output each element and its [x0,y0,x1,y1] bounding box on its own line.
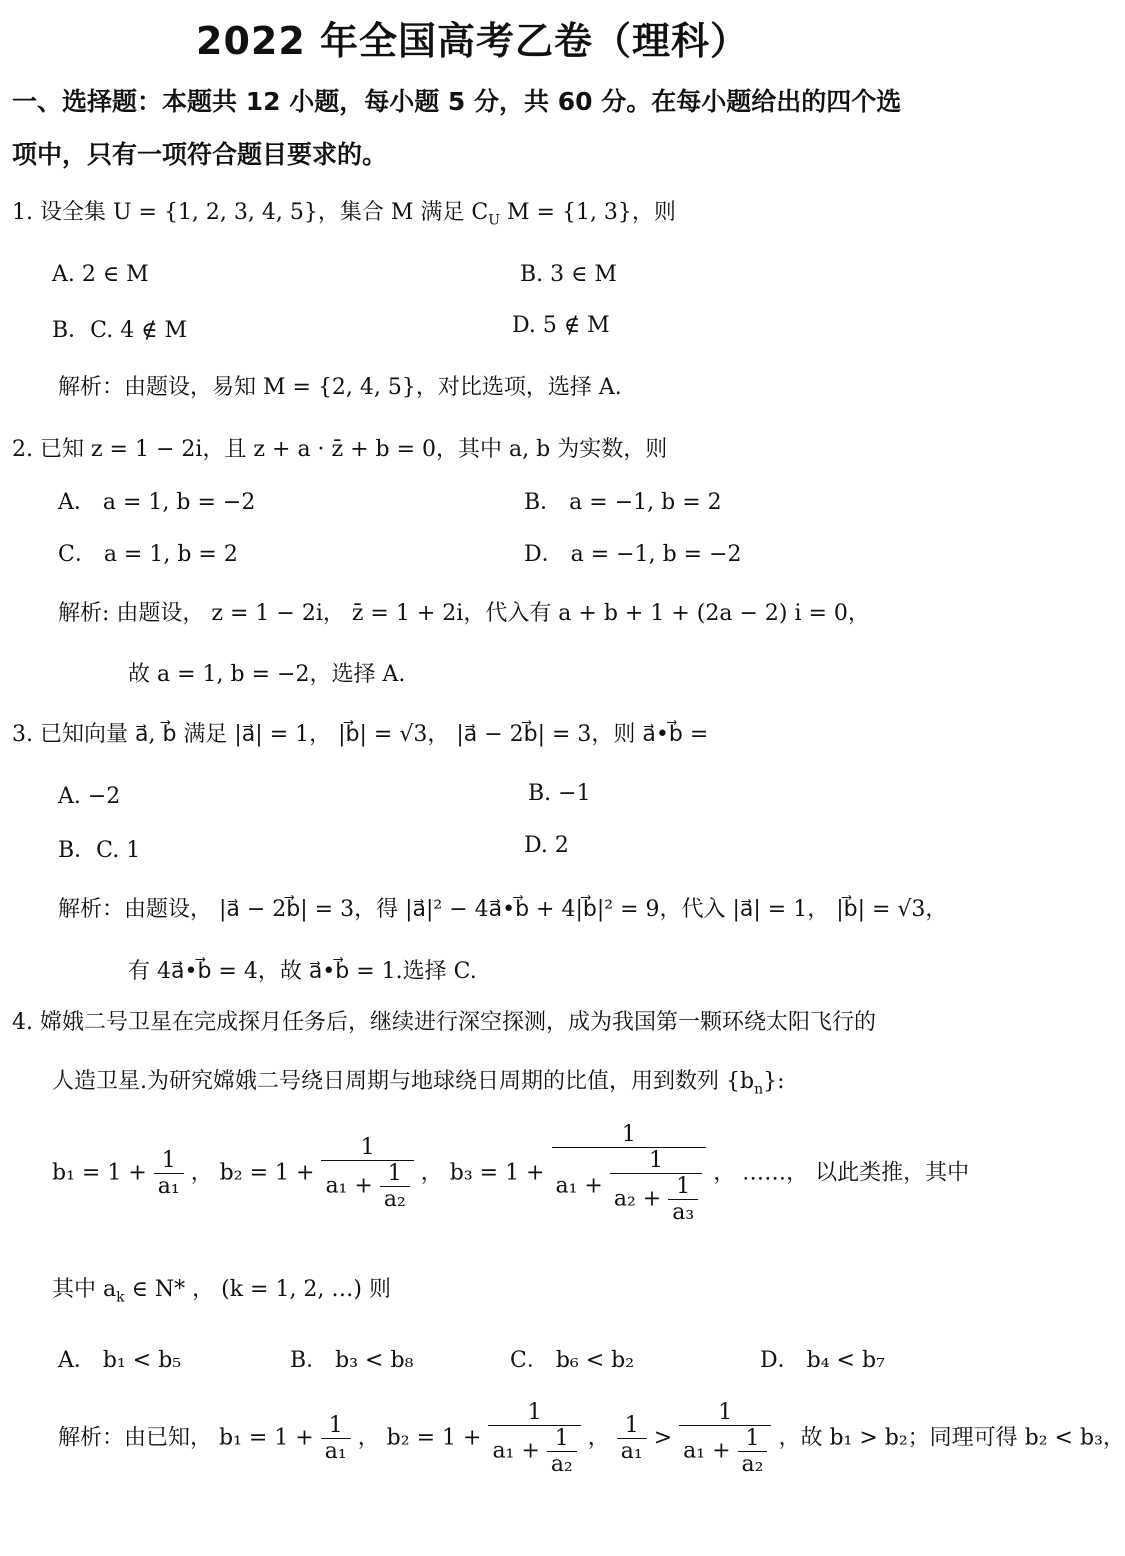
b2-inner-numerator: 1 [380,1161,410,1187]
q3-solution-line1: 解析：由题设， |a⃗ − 2b⃗| = 3，得 |a⃗|² − 4a⃗•b⃗ + 4|b⃗|² = 9，代入 |a⃗| = 1， |b⃗| = √3， [58,897,948,922]
q1-stem-text: 1. 设全集 U = {1, 2, 3, 4, 5}，集合 M 满足 C [12,200,489,225]
b2-fraction [321,1135,413,1212]
b3-inner-numerator: 1 [668,1174,698,1200]
section-heading-line1: 一、选择题：本题共 12 小题，每小题 5 分，共 60 分。在每小题给出的四个选 [12,87,902,116]
sol-cmp-inner-denominator: a₂ [741,1452,764,1477]
q4-sol-comma: ， [587,1425,610,1451]
b3-fraction [552,1122,707,1225]
q2-solution-line1: 解析: 由题设， z = 1 − 2i， z̄ = 1 + 2i，代入有 a + b + 1 + (2a − 2) i = 0， [58,601,870,626]
b2-den-a1: a₁ + [325,1173,373,1199]
sol-cmp-right-numerator: 1 [679,1400,771,1426]
q2-option-a: A． a = 1, b = −2 [58,490,256,515]
sol-b1-denominator: a₁ [324,1439,347,1464]
q2-stem: 2. 已知 z = 1 − 2i，且 z + a · z̄ + b = 0，其中 a, b 为实数，则 [12,437,668,462]
b3-mid-fraction [610,1148,702,1225]
q3-option-d: D. 2 [524,833,569,858]
q4-option-c: C． b₆ < b₂ [510,1348,635,1373]
q4-stem-line1: 4. 嫦娥二号卫星在完成探月任务后，继续进行深空探测，成为我国第一颗环绕太阳飞行的 [12,1010,876,1035]
sol-b2-inner-numerator: 1 [547,1426,577,1452]
q4-cond-text: 其中 a [52,1277,117,1302]
q4-stem-line2 [52,1064,785,1097]
q3-option-c: B．C. 1 [58,838,141,863]
b1-denominator: a₁ [157,1174,180,1199]
sol-cmp-left-numerator: 1 [617,1413,647,1439]
b1-fraction [154,1148,184,1199]
q1-option-d: D. 5 ∉ M [512,313,610,338]
q3-option-a: A. −2 [58,784,121,809]
q4-cond-sub: k [116,1289,125,1306]
q2-option-c: C． a = 1, b = 2 [58,542,238,567]
sol-b1-numerator: 1 [321,1413,351,1439]
b2-lhs: ， b₂ = 1 + [190,1160,315,1186]
b3-inner-fraction [668,1174,698,1225]
q3-option-b: B. −1 [528,781,591,806]
q4-sol-tail: ，故 b₁ > b₂；同理可得 b₂ < b₃， [778,1425,1125,1451]
sol-b2-den-a1: a₁ + [492,1438,540,1464]
q4-solution [58,1400,1125,1477]
definitions-tail: ， ……， 以此类推，其中 [713,1160,970,1186]
q2-option-d: D． a = −1, b = −2 [524,542,742,567]
b1-lhs: b₁ = 1 + [52,1160,147,1186]
q4-cond-tail: ∈ N* ， (k = 1, 2, …) 则 [124,1277,391,1302]
q4-stem2-tail: }: [763,1069,785,1094]
q4-definitions [52,1122,969,1225]
q2-option-b: B． a = −1, b = 2 [524,490,722,515]
q4-stem2-sub: n [754,1081,764,1098]
q2-solution-line2: 故 a = 1, b = −2，选择 A. [128,662,406,687]
sol-cmp-left-denominator: a₁ [620,1439,643,1464]
q3-stem: 3. 已知向量 a⃗, b⃗ 满足 |a⃗| = 1， |b⃗| = √3， |a⃗ − 2b⃗| = 3，则 a⃗•b⃗ = [12,722,709,747]
sol-cmp-right-denominator [679,1426,771,1477]
page-title: 2022 年全国高考乙卷（理科） [196,19,749,63]
sol-b2-numerator: 1 [488,1400,580,1426]
q4-option-b: B． b₃ < b₈ [290,1348,414,1373]
q1-solution: 解析：由题设，易知 M = {2, 4, 5}，对比选项，选择 A. [58,375,622,400]
sol-cmp-den-a1: a₁ + [683,1438,731,1464]
q1-stem-sub: U [488,212,501,229]
b3-lhs: ， b₃ = 1 + [420,1160,545,1186]
q4-option-a: A． b₁ < b₅ [58,1348,182,1373]
sol-b2-inner-denominator: a₂ [550,1452,573,1477]
b3-mid-numerator: 1 [610,1148,702,1174]
q4-sol-gt: > [653,1425,673,1451]
b2-inner-fraction [380,1161,410,1212]
b3-inner-denominator: a₃ [672,1200,695,1225]
sol-b2-inner-fraction [547,1426,577,1477]
b3-den-a2: a₂ + [613,1186,662,1212]
sol-b2-denominator [488,1426,580,1477]
b3-den-a1: a₁ + [555,1173,603,1199]
q1-option-b: B. 3 ∈ M [520,262,617,287]
q1-option-a: A. 2 ∈ M [52,262,149,287]
b2-denominator [321,1161,413,1212]
q1-stem [12,195,676,228]
section-heading-line2: 项中，只有一项符合题目要求的。 [12,140,388,169]
b3-numerator: 1 [552,1122,707,1148]
q4-condition [52,1272,391,1305]
q4-stem2-text: 人造卫星.为研究嫦娥二号绕日周期与地球绕日周期的比值，用到数列 {b [52,1069,755,1094]
b3-mid-denominator [610,1174,702,1225]
sol-cmp-inner-fraction [738,1426,768,1477]
q4-sol-lead: 解析：由已知， b₁ = 1 + [58,1425,314,1451]
q1-option-c: B．C. 4 ∉ M [52,318,187,343]
sol-cmp-left-fraction [617,1413,647,1464]
b1-numerator: 1 [154,1148,184,1174]
sol-cmp-inner-numerator: 1 [738,1426,768,1452]
q3-solution-line2: 有 4a⃗•b⃗ = 4，故 a⃗•b⃗ = 1.选择 C. [128,959,477,984]
b2-numerator: 1 [321,1135,413,1161]
sol-cmp-right-fraction [679,1400,771,1477]
sol-b1-fraction [321,1413,351,1464]
b3-denominator [552,1148,707,1225]
b2-inner-denominator: a₂ [383,1187,406,1212]
q4-option-d: D． b₄ < b₇ [760,1348,885,1373]
q1-stem-tail: M = {1, 3}，则 [500,200,676,225]
q4-sol-b2: ， b₂ = 1 + [357,1425,482,1451]
sol-b2-fraction [488,1400,580,1477]
